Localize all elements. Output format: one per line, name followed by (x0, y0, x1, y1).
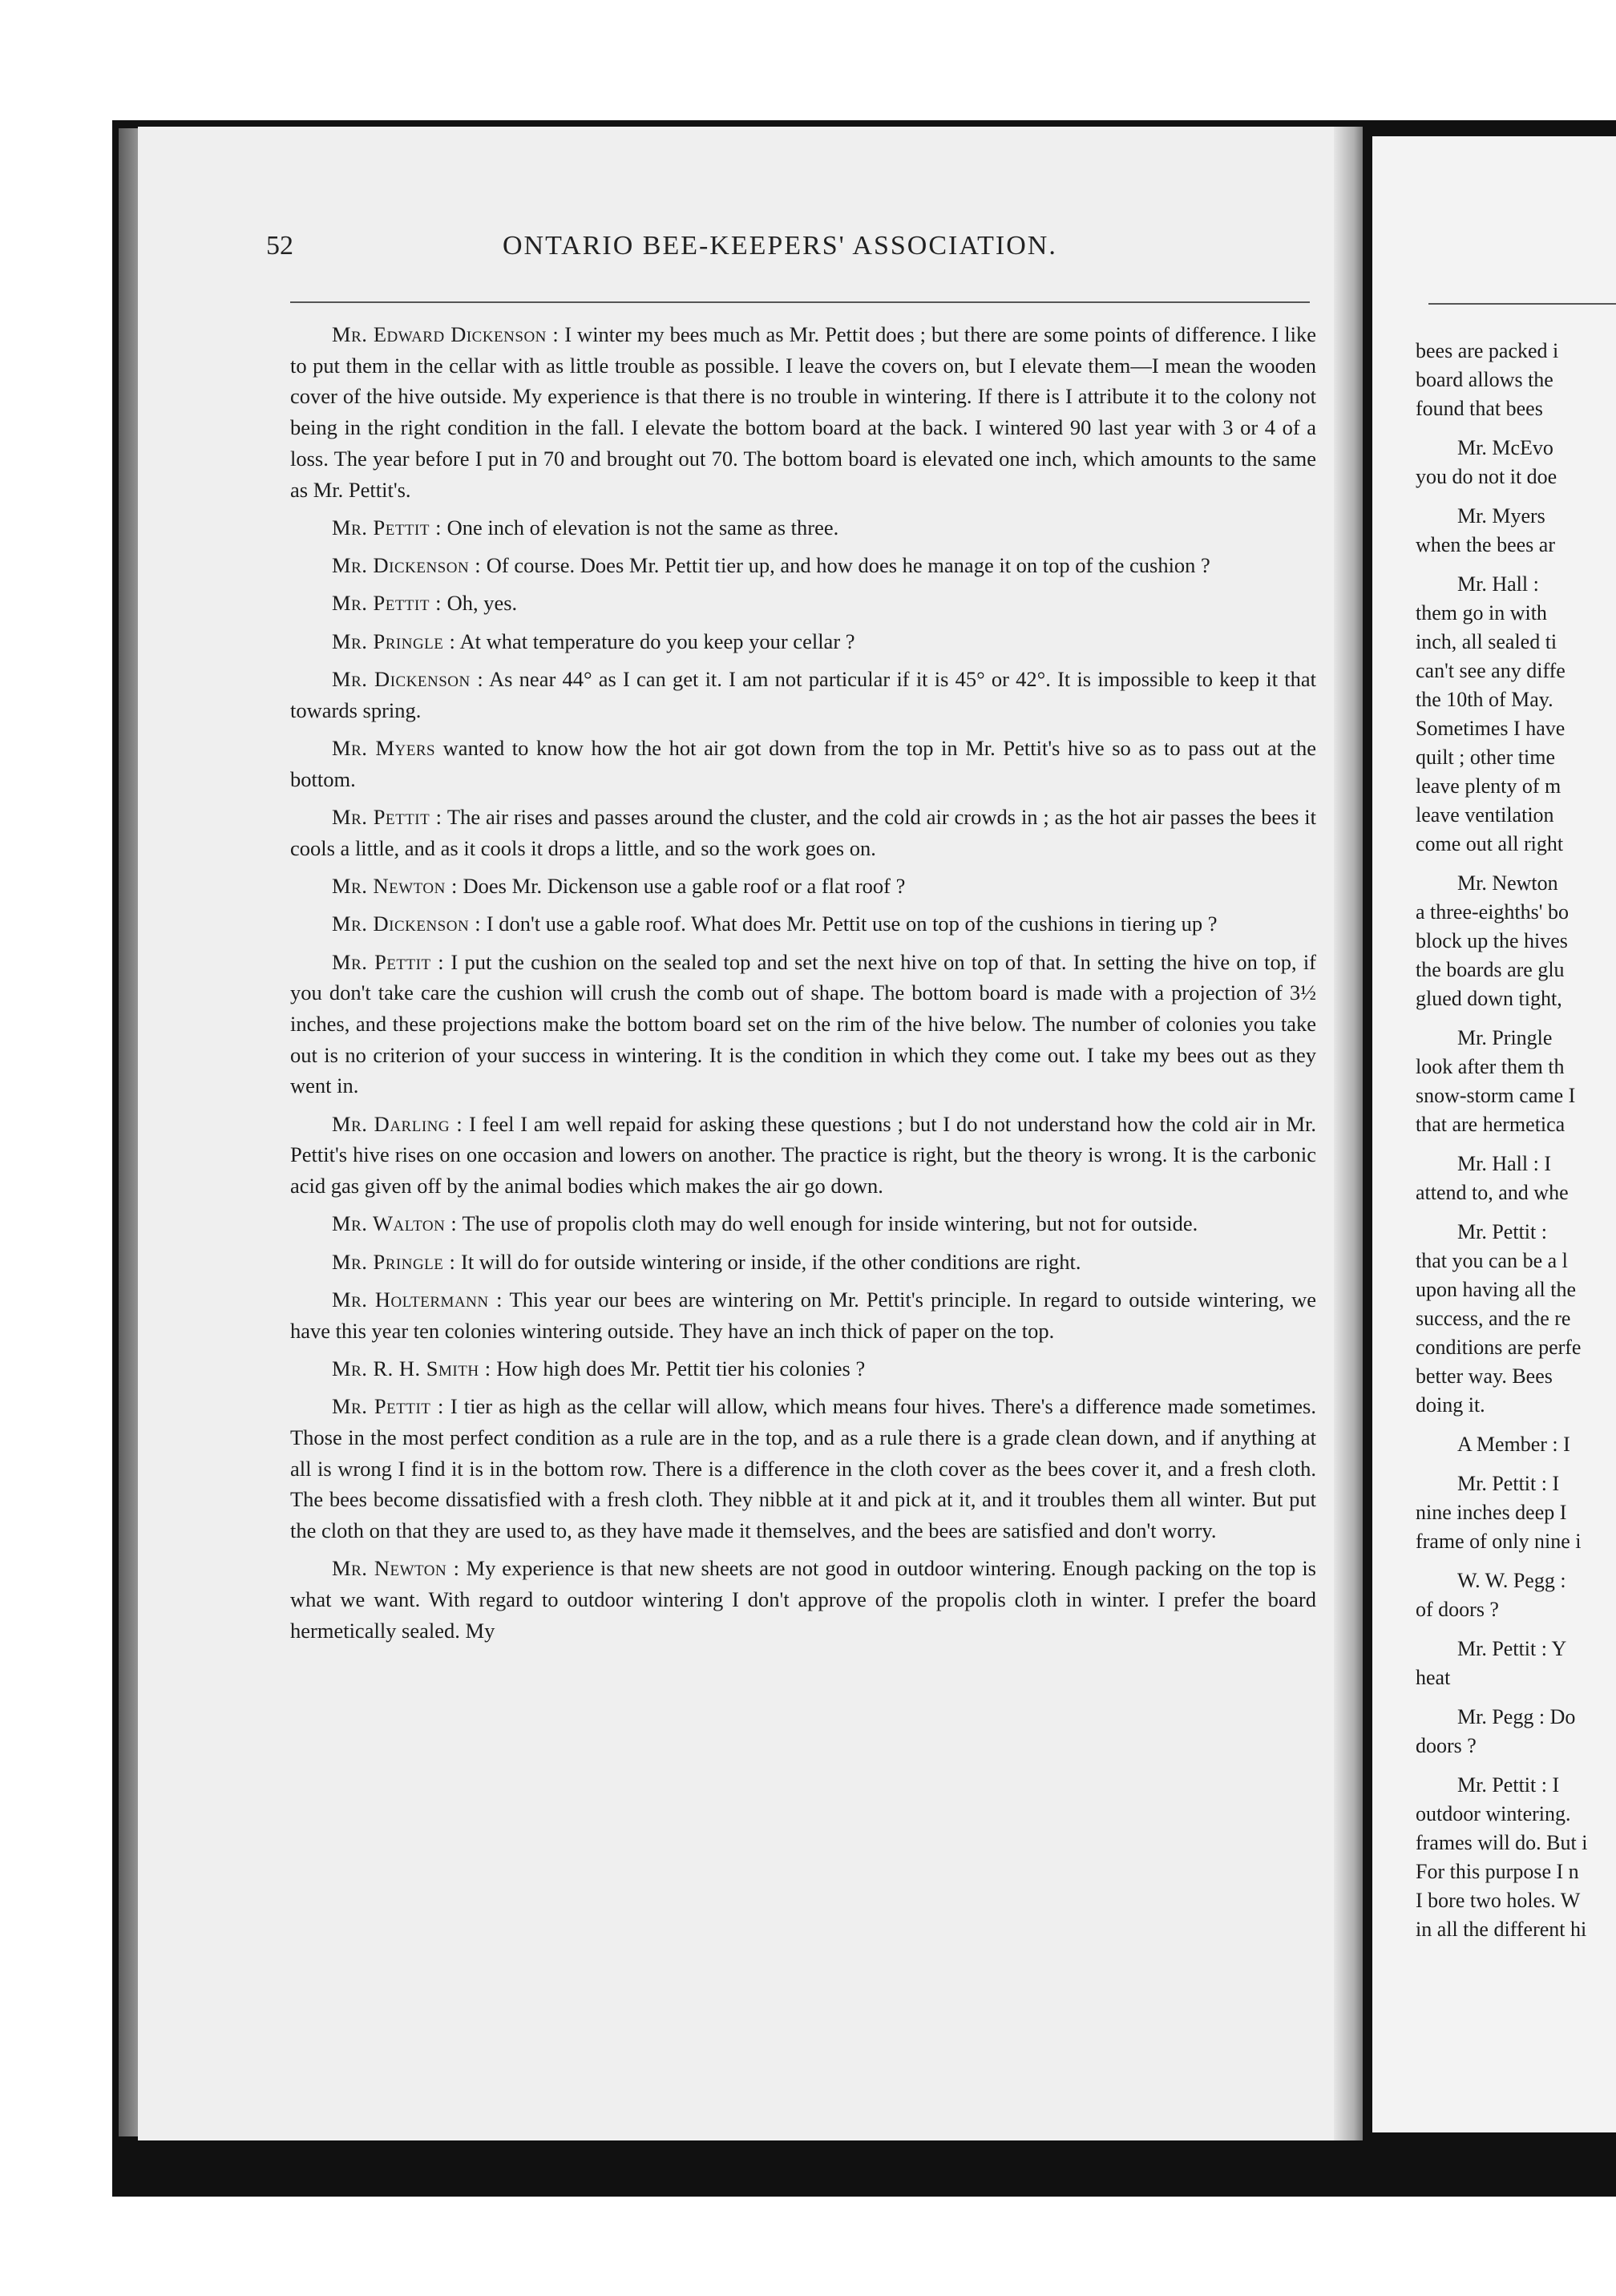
facing-page-line: conditions are perfe (1416, 1336, 1582, 1359)
speaker-name: Mr. Dickenson : (332, 553, 482, 578)
facing-page-line: Sometimes I have (1416, 717, 1566, 740)
speech-text: I tier as high as the cellar will allow, which means four hives. There's a difference made sometimes. Those in the most perfect condition as a rule are in the top, and as a rule there is a grade clean down, and if anything at all is wrong I find it is in the bottom row. There is a difference in the cloth cover as the bees cover it, and a fresh cloth. The bees become dissatisfied with a fresh cloth. They nibble at it and pick at it, and it troubles them all winter. But put the cloth on that they are used to, as they have made it themselves, and the bees are satisfied and don't worry. (290, 1394, 1316, 1543)
speaker-name: Mr. Dickenson : (332, 912, 482, 936)
speech-text: Does Mr. Dickenson use a gable roof or a flat roof ? (457, 874, 906, 898)
running-title: ONTARIO BEE-KEEPERS' ASSOCIATION. (503, 231, 1057, 261)
facing-page-line: success, and the re (1416, 1307, 1571, 1330)
facing-page-line: Mr. Pettit : I (1457, 1773, 1560, 1797)
facing-page-line: in all the different hi (1416, 1918, 1587, 1941)
paragraph (290, 802, 1316, 863)
paragraph (290, 871, 1316, 902)
facing-page-line: attend to, and whe (1416, 1181, 1569, 1204)
speaker-name: Mr. Pringle : (332, 1249, 456, 1274)
speaker-name: Mr. Pettit : (332, 949, 445, 974)
facing-page-line: heat (1416, 1666, 1451, 1689)
facing-page-line: Mr. Pettit : (1457, 1220, 1547, 1243)
speech-text: I winter my bees much as Mr. Pettit does ; but there are some points of difference. I like to put them in the cellar with as little trouble as possible. I leave the covers on, but I elevate them—I mean the wooden cover of the hive outside. My experience is that there is no trouble in wintering. If there is I attribute it to the colony not being in the right condition in the fall. I elevate the bottom board at the back. I wintered 90 last year with 3 or 4 of a loss. The year before I put in 70 and brought out 70. The bottom board is elevated one inch, which amounts to the same as Mr. Pettit's. (290, 322, 1316, 502)
facing-page-line: them go in with (1416, 601, 1547, 625)
facing-page-line: the boards are glu (1416, 958, 1565, 981)
facing-page-line: Mr. Hall : (1457, 572, 1539, 596)
speaker-name: Mr. Darling : (332, 1111, 463, 1136)
speaker-name: Mr. Newton : (332, 874, 458, 898)
paragraph (290, 626, 1316, 657)
speech-text: How high does Mr. Pettit tier his colonies ? (491, 1356, 866, 1380)
paragraph (290, 1353, 1316, 1384)
facing-page-line: the 10th of May. (1416, 688, 1553, 711)
speech-text: This year our bees are wintering on Mr. Pettit's principle. In regard to outside wintering, we have this year ten colonies wintering outside. They have an inch thick of paper on the top. (290, 1287, 1317, 1343)
facing-page-line: that are hermetica (1416, 1113, 1566, 1136)
facing-page-line: W. W. Pegg : (1457, 1569, 1566, 1592)
paragraph (290, 1284, 1316, 1346)
facing-page-line: Mr. Newton (1457, 871, 1558, 895)
paragraph (290, 1247, 1316, 1278)
speaker-name: Mr. Newton : (332, 1556, 460, 1581)
running-head (266, 231, 1308, 271)
facing-page-line: when the bees ar (1416, 533, 1555, 556)
paragraph (290, 512, 1316, 544)
facing-page-line: A Member : I (1457, 1433, 1570, 1456)
facing-page-line: glued down tight, (1416, 987, 1562, 1010)
facing-page-text (1416, 337, 1616, 1944)
facing-page-line: board allows the (1416, 368, 1553, 391)
paragraph (290, 1208, 1316, 1239)
paragraph (290, 1109, 1316, 1202)
scan-margin-top (0, 0, 1616, 120)
body-text (290, 319, 1316, 1653)
paragraph (290, 1553, 1316, 1646)
facing-page-line: doing it. (1416, 1393, 1485, 1417)
speaker-name: Mr. Pettit : (332, 805, 442, 829)
speech-text: It will do for outside wintering or inside, if the other conditions are right. (455, 1249, 1081, 1274)
paragraph (290, 1391, 1316, 1546)
facing-page-line: For this purpose I n (1416, 1860, 1579, 1883)
facing-page-line: Mr. Myers (1457, 504, 1545, 528)
page-number: 52 (266, 231, 293, 261)
facing-page-line: of doors ? (1416, 1598, 1499, 1621)
facing-page-line: better way. Bees (1416, 1364, 1553, 1388)
facing-page-line: leave ventilation (1416, 803, 1554, 827)
facing-page-line: inch, all sealed ti (1416, 630, 1557, 653)
speech-text: As near 44° as I can get it. I am not particular if it is 45° or 42°. It is impossible to keep it that towards spring. (290, 667, 1317, 722)
speech-text: My experience is that new sheets are not good in outdoor wintering. Enough packing on the top is what we want. With regard to outdoor wintering I don't approve of the propolis cloth in winter. I prefer the board hermetically sealed. My (290, 1556, 1316, 1643)
paragraph (290, 588, 1316, 619)
facing-page-line: block up the hives (1416, 929, 1568, 952)
facing-page-line: come out all right (1416, 832, 1564, 855)
facing-page-line: frame of only nine i (1416, 1530, 1582, 1553)
speaker-name: Mr. Pettit : (332, 591, 442, 616)
facing-page-line: Mr. Hall : I (1457, 1152, 1551, 1175)
facing-page-line: nine inches deep I (1416, 1501, 1567, 1524)
speaker-name: Mr. Myers (332, 736, 436, 760)
speech-text: The air rises and passes around the cluster, and the cold air crowds in ; as the hot air passes the bees it cools a little, and as it cools it drops a little, and so the work goes on. (290, 805, 1317, 860)
book-gutter (1334, 127, 1363, 2140)
speech-text: The use of propolis cloth may do well enough for inside wintering, but not for outside. (457, 1211, 1198, 1236)
facing-page-line: leave plenty of m (1416, 774, 1561, 798)
facing-page-line: can't see any diffe (1416, 659, 1566, 682)
facing-page-line: frames will do. But i (1416, 1831, 1588, 1854)
facing-page-line: Mr. Pettit : Y (1457, 1637, 1567, 1660)
paragraph (290, 550, 1316, 581)
facing-page-line: a three-eighths' bo (1416, 900, 1569, 924)
speaker-name: Mr. Dickenson : (332, 667, 484, 691)
facing-page-line: Mr. Pringle (1457, 1026, 1553, 1049)
speaker-name: Mr. Walton : (332, 1211, 458, 1236)
speech-text: I don't use a gable roof. What does Mr. Pettit use on top of the cushions in tiering up ? (481, 912, 1218, 936)
speech-text: I put the cushion on the sealed top and set the next hive on top of that. In setting the hive on top, if you don't take care the cushion will crush the comb out of shape. The bottom board is made with a projection of 3½ inches, and these projections make the bottom board set on the rim of the hive below. The number of colonies you take out is no criterion of your success in wintering. It is the condition in which they come out. I take my bees out as they went in. (290, 949, 1317, 1098)
scan-margin-left (0, 0, 112, 2296)
speaker-name: Mr. R. H. Smith : (332, 1356, 491, 1380)
facing-page-line: snow-storm came I (1416, 1084, 1576, 1107)
paragraph (290, 908, 1316, 940)
facing-page-line: look after them th (1416, 1055, 1565, 1078)
speaker-name: Mr. Pettit : (332, 515, 442, 540)
speech-text: One inch of elevation is not the same as three. (441, 515, 839, 540)
facing-page-line: Mr. Pettit : I (1457, 1472, 1560, 1495)
speaker-name: Mr. Edward Dickenson : (332, 322, 560, 346)
header-rule (290, 301, 1310, 303)
paragraph (290, 664, 1316, 726)
facing-page-line: doors ? (1416, 1734, 1477, 1757)
facing-page-line: found that bees (1416, 397, 1543, 420)
facing-page-line: Mr. Pegg : Do (1457, 1705, 1576, 1728)
speaker-name: Mr. Holtermann : (332, 1287, 503, 1312)
scan-margin-bottom (0, 2197, 1616, 2296)
facing-page-line: outdoor wintering. (1416, 1802, 1571, 1825)
speech-text: Oh, yes. (441, 591, 518, 616)
facing-page-line: bees are packed i (1416, 339, 1559, 362)
paragraph (290, 319, 1316, 505)
facing-page-line: that you can be a l (1416, 1249, 1568, 1272)
facing-page-line: upon having all the (1416, 1278, 1577, 1301)
facing-page-line: Mr. McEvo (1457, 436, 1553, 459)
facing-page-line: quilt ; other time (1416, 746, 1556, 769)
paragraph (290, 733, 1316, 794)
speech-text: At what temperature do you keep your cellar ? (455, 629, 855, 653)
speaker-name: Mr. Pringle : (332, 629, 456, 653)
facing-page-header-rule (1428, 303, 1616, 305)
paragraph (290, 947, 1316, 1102)
speech-text: I feel I am well repaid for asking these questions ; but I do not understand how the cold air in Mr. Pettit's hive rises on one occasion and lowers on another. The practice is right, but the theory is wrong. It is the carbonic acid gas given off by the animal bodies which makes the air go down. (290, 1111, 1316, 1199)
speech-text: wanted to know how the hot air got down from the top in Mr. Pettit's hive so as to pass out at the bottom. (290, 736, 1316, 791)
facing-page-line: you do not it doe (1416, 465, 1557, 488)
facing-page-line: I bore two holes. W (1416, 1889, 1581, 1912)
speech-text: Of course. Does Mr. Pettit tier up, and how does he manage it on top of the cushion ? (481, 553, 1210, 578)
speaker-name: Mr. Pettit : (332, 1394, 444, 1419)
